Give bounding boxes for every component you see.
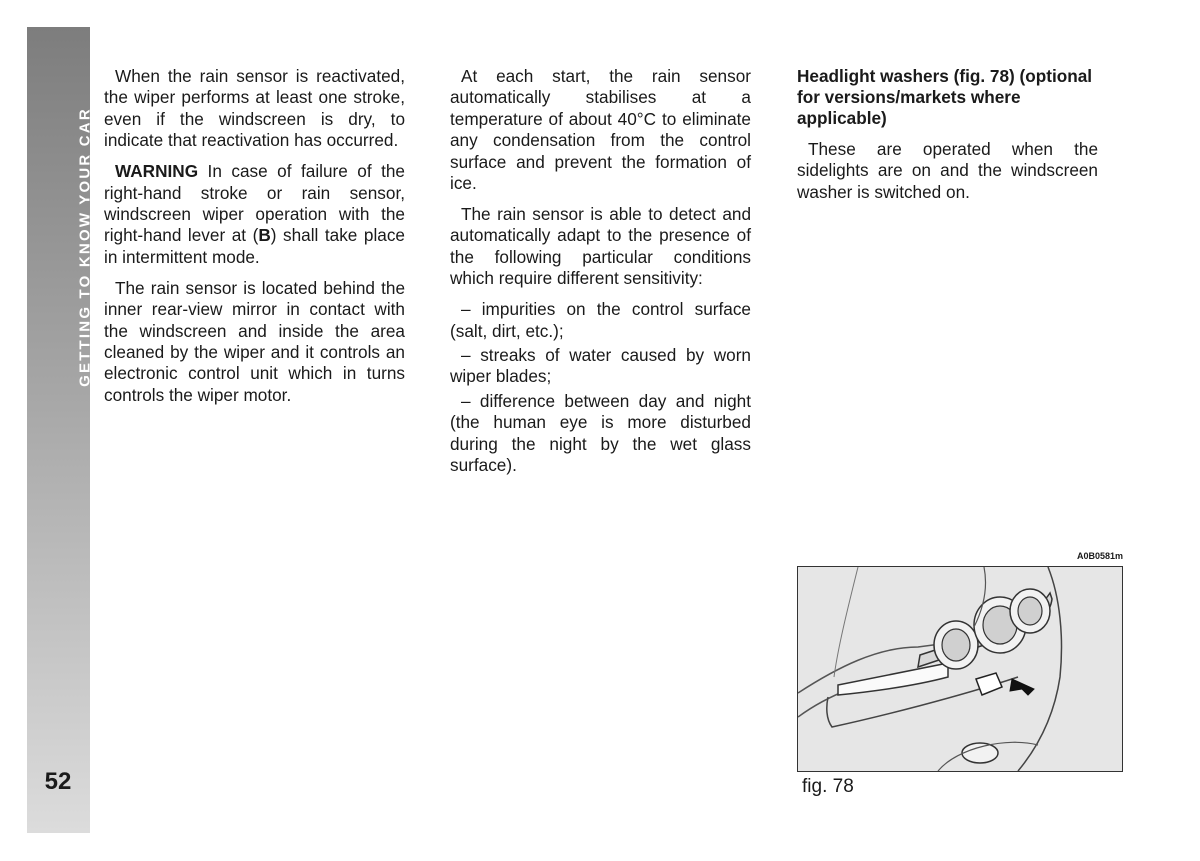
warning-text-b: ) shall take place in intermittent mode. bbox=[104, 225, 405, 267]
list-item: – difference between day and night (the human eye is more disturbed during the night by the wet glass surface). bbox=[450, 390, 751, 476]
list-item: – streaks of water caused by worn wiper blades; bbox=[450, 345, 751, 387]
figure-code: A0B0581m bbox=[1076, 551, 1123, 561]
column-3 bbox=[797, 66, 1098, 213]
page-number: 52 bbox=[44, 768, 72, 795]
list-item: – impurities on the control surface (salt, dirt, etc.); bbox=[450, 299, 751, 341]
paragraph: These are operated when the sidelights are on and the windscreen washer is switched on. bbox=[797, 139, 1098, 202]
figure-caption: fig. 78 bbox=[802, 776, 854, 797]
column-2 bbox=[450, 66, 751, 480]
paragraph: When the rain sensor is reactivated, the wiper performs at least one stroke, even if the windscreen is dry, to indicate that reactivation has occurred. bbox=[104, 66, 405, 151]
washer-nozzle-cover bbox=[976, 673, 1002, 695]
column-1 bbox=[104, 66, 405, 416]
warning-label: WARNING bbox=[115, 161, 199, 182]
warning-paragraph bbox=[104, 161, 405, 268]
section-title: GETTING TO KNOW YOUR CAR bbox=[76, 107, 94, 387]
headlight-illustration bbox=[798, 567, 1122, 771]
paragraph: At each start, the rain sensor automatically stabilises at a temperature of about 40°C to eliminate any condensation from the control surface and prevent the formation of ice. bbox=[450, 66, 751, 194]
arrow-icon bbox=[1010, 679, 1034, 695]
paragraph: The rain sensor is located behind the inner rear-view mirror in contact with the windscreen and inside the area cleaned by the wiper and it controls an electronic control unit which in turns controls the wiper motor. bbox=[104, 277, 405, 405]
lever-letter: B bbox=[258, 225, 271, 246]
section-heading: Headlight washers (fig. 78) (optional for versions/markets where applicable) bbox=[797, 66, 1093, 128]
section-sidebar bbox=[27, 27, 94, 833]
headlight-washer-figure bbox=[797, 566, 1123, 772]
warning-text-a: In case of failure of the right-hand stroke or rain sensor, windscreen wiper operation with the right-hand lever at ( bbox=[104, 161, 405, 246]
paragraph: The rain sensor is able to detect and automatically adapt to the presence of the following particular conditions which require different sensitivity: bbox=[450, 204, 751, 289]
